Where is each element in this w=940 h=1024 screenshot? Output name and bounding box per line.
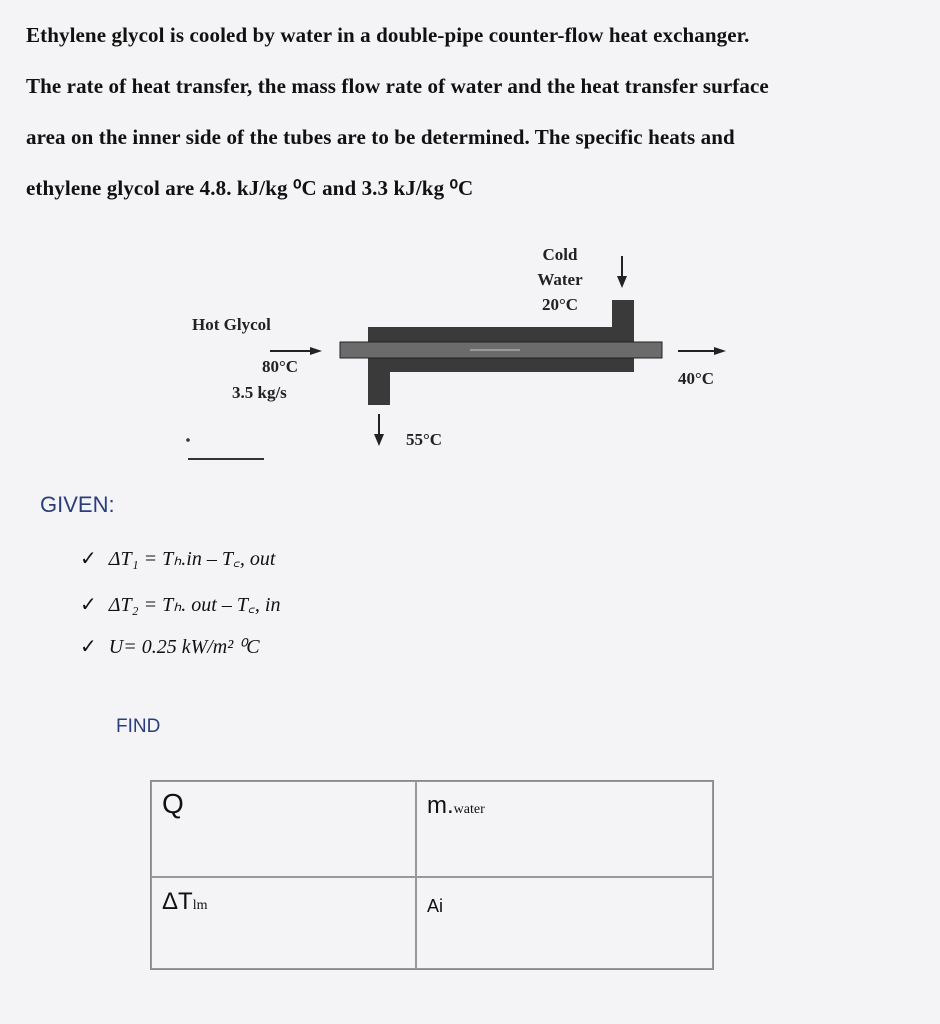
- hot-glycol-inlet-arrow: [270, 347, 322, 355]
- problem-line: The rate of heat transfer, the mass flow rate of water and the heat transfer surface: [26, 74, 769, 98]
- given-item: [80, 544, 275, 571]
- given-item: [80, 590, 280, 617]
- given-text: U= 0.25 kW/m² ⁰C: [108, 636, 260, 658]
- cold-water-label: Water: [537, 270, 583, 289]
- ai-label: Ai: [427, 896, 444, 916]
- cold-water-temp: 20°C: [541, 295, 579, 314]
- find-cell-dt-lm: [151, 877, 416, 969]
- dt-main: ΔT: [162, 888, 193, 915]
- given-text: ΔT₂ = Tₕ. out – T꜀, in: [108, 594, 281, 616]
- cold-water-label: Cold: [542, 245, 578, 264]
- find-title: FIND: [116, 716, 161, 737]
- dot-mark: [186, 438, 190, 442]
- glycol-out-temp: 55°C: [406, 430, 443, 449]
- check-icon: ✓: [80, 548, 97, 570]
- hot-glycol-flow: 3.5 kg/s: [232, 383, 287, 402]
- given-item: [80, 634, 260, 659]
- heat-exchanger-diagram: [0, 230, 940, 470]
- m-sub: water: [453, 802, 485, 817]
- problem-line: ethylene glycol are 4.8. kJ/kg ⁰C and 3.3 kJ/kg ⁰C: [26, 176, 474, 200]
- m-main: m.: [427, 792, 454, 819]
- dt-lm-label: [162, 888, 207, 916]
- find-cell-q: [151, 781, 416, 877]
- find-cell-ai: [416, 877, 713, 969]
- given-title: GIVEN:: [40, 492, 115, 517]
- check-icon: ✓: [80, 594, 97, 616]
- q-label: Q: [162, 788, 184, 819]
- given-text: ΔT₁ = Tₕ.in – T꜀, out: [108, 548, 276, 570]
- water-outlet-arrow: [678, 347, 726, 355]
- glycol-outlet-arrow: [374, 414, 384, 446]
- dt-sub: lm: [192, 898, 208, 913]
- find-table: [150, 780, 714, 970]
- hot-glycol-label: Hot Glycol: [192, 315, 271, 334]
- problem-line: Ethylene glycol is cooled by water in a double-pipe counter-flow heat exchanger.: [26, 23, 750, 47]
- check-icon: ✓: [80, 636, 97, 658]
- water-out-temp: 40°C: [678, 369, 715, 388]
- problem-statement: [26, 10, 926, 214]
- heat-exchanger: [340, 300, 662, 405]
- cold-water-inlet-arrow: [617, 256, 627, 288]
- m-water-label: [427, 792, 485, 820]
- hot-glycol-temp: 80°C: [262, 357, 299, 376]
- find-cell-m-water: [416, 781, 713, 877]
- problem-line: area on the inner side of the tubes are to be determined. The specific heats and: [26, 125, 735, 149]
